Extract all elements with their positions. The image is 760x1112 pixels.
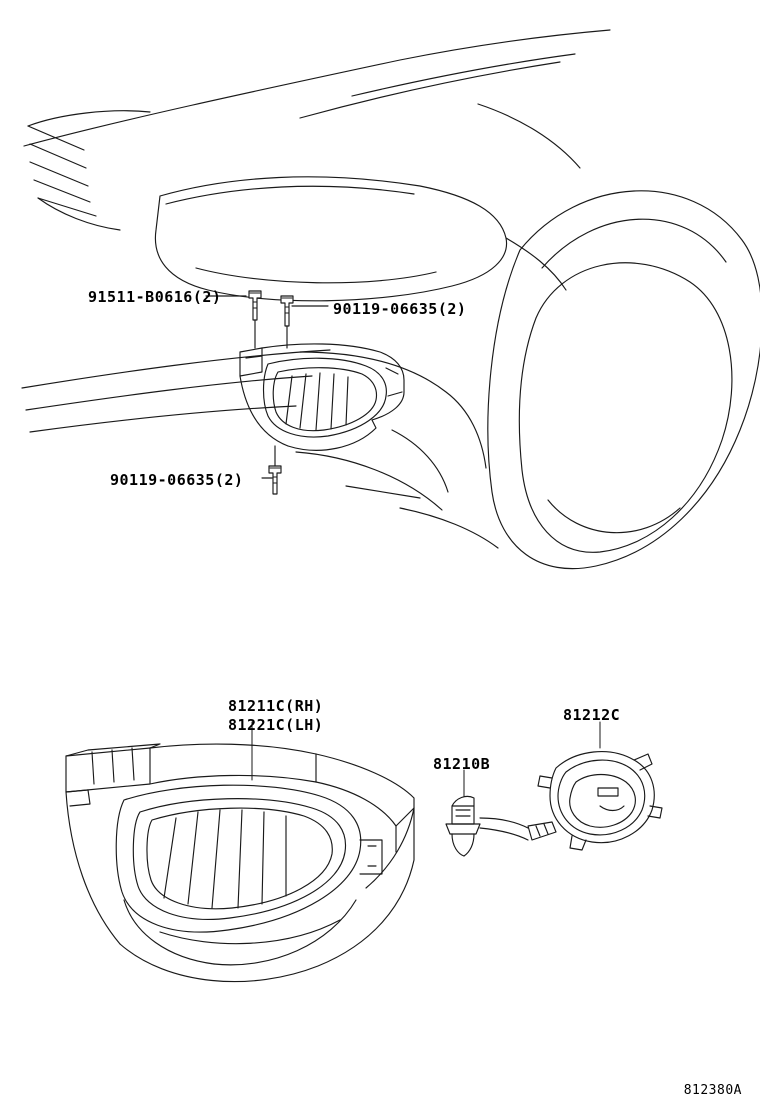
- callout-81211C-rh: 81211C(RH): [228, 697, 324, 715]
- callout-90119-06635-top: 90119-06635(2): [333, 300, 467, 318]
- callout-90119-06635-bottom: 90119-06635(2): [110, 471, 244, 489]
- sheet-code: 812380A: [683, 1083, 742, 1098]
- callout-81221C-lh: 81221C(LH): [228, 716, 324, 734]
- callout-91511-B0616: 91511-B0616(2): [88, 288, 222, 306]
- callout-81210B: 81210B: [433, 755, 491, 773]
- callout-81212C: 81212C: [563, 706, 621, 724]
